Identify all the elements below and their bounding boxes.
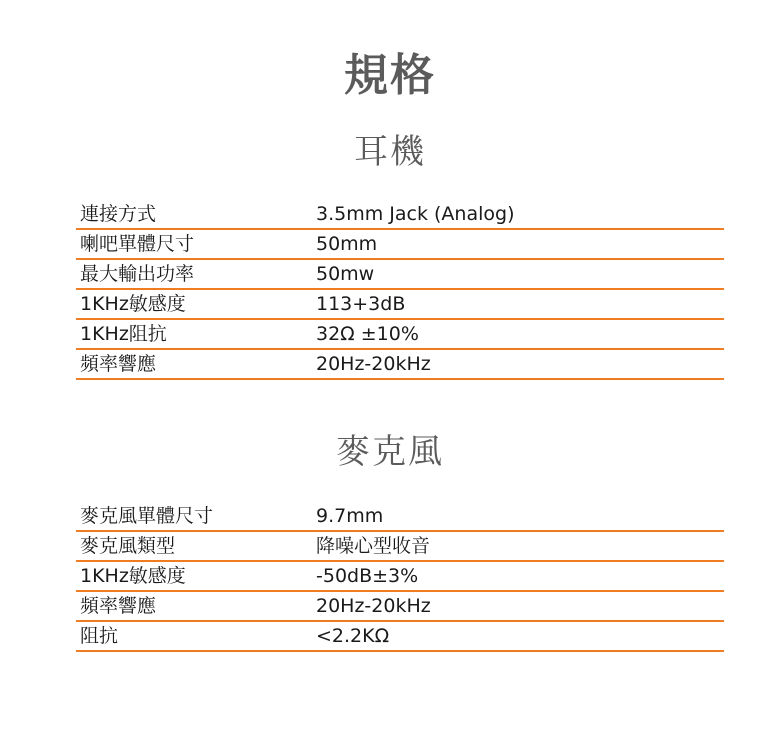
spec-label: 頻率響應 — [80, 595, 157, 617]
spec-value: 20Hz-20kHz — [316, 595, 431, 617]
spec-row — [76, 260, 724, 290]
spec-row — [76, 532, 724, 562]
spec-label: 麥克風單體尺寸 — [80, 505, 214, 527]
microphone-heading: 麥克風 — [336, 432, 444, 472]
spec-label: 頻率響應 — [80, 353, 157, 375]
headphones-spec-table — [76, 200, 724, 380]
spec-label: 麥克風類型 — [80, 535, 176, 557]
spec-row — [76, 200, 724, 230]
spec-label: 連接方式 — [80, 203, 157, 225]
spec-row — [76, 502, 724, 532]
spec-row — [76, 562, 724, 592]
page-title: 規格 — [344, 50, 436, 101]
spec-row — [76, 230, 724, 260]
spec-label: 1KHz敏感度 — [80, 293, 186, 315]
spec-value: 20Hz-20kHz — [316, 353, 431, 375]
spec-value: <2.2KΩ — [316, 625, 390, 647]
spec-label: 1KHz敏感度 — [80, 565, 186, 587]
spec-row — [76, 350, 724, 380]
spec-row — [76, 320, 724, 350]
spec-value: 3.5mm Jack (Analog) — [316, 203, 515, 225]
spec-label: 1KHz阻抗 — [80, 323, 167, 345]
spec-value: 113+3dB — [316, 293, 406, 315]
spec-value: 50mw — [316, 263, 375, 285]
spec-row — [76, 290, 724, 320]
spec-value: 降噪心型收音 — [316, 535, 431, 557]
spec-value: 9.7mm — [316, 505, 384, 527]
spec-row — [76, 592, 724, 622]
spec-label: 阻抗 — [80, 625, 119, 647]
spec-label: 喇吧單體尺寸 — [80, 233, 195, 255]
spec-value: 32Ω ±10% — [316, 323, 419, 345]
spec-value: 50mm — [316, 233, 378, 255]
spec-value: -50dB±3% — [316, 565, 419, 587]
microphone-spec-table — [76, 502, 724, 652]
spec-label: 最大輸出功率 — [80, 263, 195, 285]
spec-row — [76, 622, 724, 652]
headphones-heading: 耳機 — [354, 132, 426, 172]
